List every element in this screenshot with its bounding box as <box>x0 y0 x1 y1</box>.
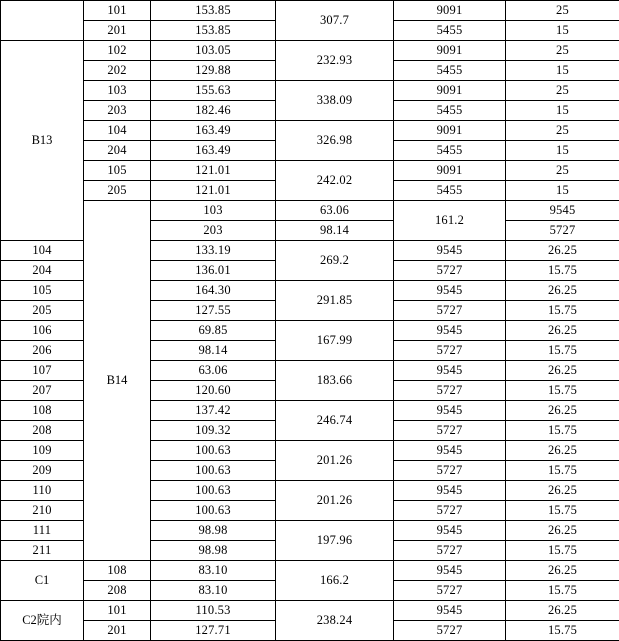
cell-total-area[interactable]: 232.93 <box>276 41 394 81</box>
cell-fee[interactable]: 5727 <box>394 381 506 401</box>
table-row <box>1 121 619 141</box>
cell-fee[interactable]: 5455 <box>394 21 506 41</box>
cell-total-area[interactable]: 291.85 <box>276 281 394 321</box>
cell-fee[interactable]: 5455 <box>394 101 506 121</box>
cell-fee[interactable]: 5455 <box>394 141 506 161</box>
cell-rate[interactable]: 26.25 <box>506 441 619 461</box>
cell-room-number[interactable]: 101 <box>84 1 151 21</box>
cell-total-area[interactable]: 242.02 <box>276 161 394 201</box>
cell-rate[interactable]: 15 <box>506 21 619 41</box>
cell-room-number[interactable]: 208 <box>1 421 84 441</box>
cell-area[interactable]: 164.30 <box>151 281 276 301</box>
cell-fee[interactable]: 5727 <box>394 261 506 281</box>
cell-total-area[interactable]: 166.2 <box>276 561 394 601</box>
cell-fee[interactable]: 9545 <box>394 601 506 621</box>
cell-total-area[interactable]: 238.24 <box>276 601 394 641</box>
cell-area[interactable]: 129.88 <box>151 61 276 81</box>
cell-total-area[interactable]: 167.99 <box>276 321 394 361</box>
cell-total-area[interactable]: 197.96 <box>276 521 394 561</box>
cell-fee[interactable]: 5727 <box>394 461 506 481</box>
cell-fee[interactable]: 9091 <box>394 1 506 21</box>
cell-room-number[interactable]: 202 <box>84 61 151 81</box>
cell-fee[interactable]: 9545 <box>394 281 506 301</box>
cell-room-number[interactable]: 203 <box>84 101 151 121</box>
cell-area[interactable]: 100.63 <box>151 441 276 461</box>
cell-area[interactable]: 163.49 <box>151 121 276 141</box>
cell-rate[interactable]: 15.75 <box>506 541 619 561</box>
cell-fee[interactable]: 5727 <box>506 221 619 241</box>
cell-rate[interactable]: 26.25 <box>506 561 619 581</box>
cell-area[interactable]: 136.01 <box>151 261 276 281</box>
cell-fee[interactable]: 9545 <box>394 241 506 261</box>
cell-rate[interactable]: 26.25 <box>506 241 619 261</box>
cell-area[interactable]: 63.06 <box>151 361 276 381</box>
cell-room-number[interactable]: 207 <box>1 381 84 401</box>
cell-fee[interactable]: 9545 <box>394 521 506 541</box>
cell-fee[interactable]: 9091 <box>394 81 506 101</box>
cell-room-number[interactable]: 110 <box>1 481 84 501</box>
cell-total-area[interactable]: 326.98 <box>276 121 394 161</box>
cell-area[interactable]: 83.10 <box>151 561 276 581</box>
cell-rate[interactable]: 26.25 <box>506 281 619 301</box>
cell-group[interactable]: B14 <box>84 201 151 561</box>
cell-area[interactable]: 163.49 <box>151 141 276 161</box>
cell-rate[interactable]: 26.25 <box>506 481 619 501</box>
cell-total-area[interactable]: 338.09 <box>276 81 394 121</box>
cell-fee[interactable]: 5727 <box>394 501 506 521</box>
cell-fee[interactable]: 5727 <box>394 541 506 561</box>
cell-room-number[interactable]: 111 <box>1 521 84 541</box>
cell-fee[interactable]: 9545 <box>394 561 506 581</box>
cell-total-area[interactable]: 183.66 <box>276 361 394 401</box>
cell-rate[interactable]: 26.25 <box>506 401 619 421</box>
cell-fee[interactable]: 5455 <box>394 181 506 201</box>
table-row <box>1 561 619 581</box>
cell-rate[interactable]: 15 <box>506 181 619 201</box>
cell-rate[interactable]: 25 <box>506 41 619 61</box>
cell-area[interactable]: 155.63 <box>151 81 276 101</box>
cell-fee[interactable]: 9545 <box>394 481 506 501</box>
cell-area[interactable]: 100.63 <box>151 461 276 481</box>
cell-rate[interactable]: 15.75 <box>506 501 619 521</box>
cell-area[interactable]: 103.05 <box>151 41 276 61</box>
cell-fee[interactable]: 9091 <box>394 121 506 141</box>
cell-fee[interactable]: 9545 <box>394 441 506 461</box>
cell-room-number[interactable]: 109 <box>1 441 84 461</box>
cell-rate[interactable]: 15.75 <box>506 261 619 281</box>
cell-rate[interactable]: 26.25 <box>506 601 619 621</box>
cell-room-number[interactable]: 208 <box>84 581 151 601</box>
cell-room-number[interactable]: 209 <box>1 461 84 481</box>
table-row <box>1 41 619 61</box>
cell-room-number[interactable]: 203 <box>151 221 276 241</box>
cell-room-number[interactable]: 204 <box>1 261 84 281</box>
cell-room-number[interactable]: 104 <box>84 121 151 141</box>
cell-area[interactable]: 133.19 <box>151 241 276 261</box>
cell-area[interactable]: 98.98 <box>151 521 276 541</box>
cell-fee[interactable]: 5455 <box>394 61 506 81</box>
cell-rate[interactable]: 25 <box>506 1 619 21</box>
cell-rate[interactable]: 15.75 <box>506 421 619 441</box>
cell-room-number[interactable]: 107 <box>1 361 84 381</box>
table-row <box>1 1 619 21</box>
cell-group[interactable]: C1 <box>1 561 84 601</box>
cell-rate[interactable]: 15.75 <box>506 341 619 361</box>
cell-fee[interactable]: 9545 <box>394 321 506 341</box>
cell-room-number[interactable]: 201 <box>84 21 151 41</box>
cell-total-area[interactable]: 201.26 <box>276 481 394 521</box>
cell-rate[interactable]: 26.25 <box>506 361 619 381</box>
cell-area[interactable]: 100.63 <box>151 501 276 521</box>
cell-room-number[interactable]: 104 <box>1 241 84 261</box>
cell-area[interactable]: 83.10 <box>151 581 276 601</box>
cell-area[interactable]: 137.42 <box>151 401 276 421</box>
table-row <box>1 601 619 621</box>
cell-rate[interactable]: 25 <box>506 81 619 101</box>
table-row <box>1 201 619 221</box>
cell-area[interactable]: 100.63 <box>151 481 276 501</box>
cell-rate[interactable]: 15 <box>506 101 619 121</box>
cell-total-area[interactable]: 269.2 <box>276 241 394 281</box>
cell-room-number[interactable]: 103 <box>84 81 151 101</box>
cell-room-number[interactable]: 206 <box>1 341 84 361</box>
cell-room-number[interactable]: 106 <box>1 321 84 341</box>
cell-total-area[interactable]: 307.7 <box>276 1 394 41</box>
cell-rate[interactable]: 15 <box>506 61 619 81</box>
cell-room-number[interactable]: 201 <box>84 621 151 641</box>
cell-fee[interactable]: 9545 <box>394 361 506 381</box>
table-row <box>1 81 619 101</box>
cell-room-number[interactable]: 103 <box>151 201 276 221</box>
cell-fee[interactable]: 5727 <box>394 421 506 441</box>
cell-room-number[interactable]: 204 <box>84 141 151 161</box>
cell-area[interactable]: 69.85 <box>151 321 276 341</box>
cell-rate[interactable]: 26.25 <box>506 521 619 541</box>
cell-group-continued[interactable] <box>1 1 84 41</box>
cell-area[interactable]: 127.71 <box>151 621 276 641</box>
cell-fee[interactable]: 5727 <box>394 581 506 601</box>
cell-area[interactable]: 109.32 <box>151 421 276 441</box>
cell-room-number[interactable]: 102 <box>84 41 151 61</box>
cell-rate[interactable]: 15.75 <box>506 461 619 481</box>
cell-fee[interactable]: 9091 <box>394 161 506 181</box>
cell-rate[interactable]: 15.75 <box>506 381 619 401</box>
cell-area[interactable]: 63.06 <box>276 201 394 221</box>
cell-room-number[interactable]: 205 <box>1 301 84 321</box>
cell-fee[interactable]: 9091 <box>394 41 506 61</box>
cell-area[interactable]: 98.14 <box>276 221 394 241</box>
cell-room-number[interactable]: 205 <box>84 181 151 201</box>
cell-rate[interactable]: 15.75 <box>506 581 619 601</box>
cell-fee[interactable]: 9545 <box>506 201 619 221</box>
cell-area[interactable]: 98.98 <box>151 541 276 561</box>
cell-rate[interactable]: 25 <box>506 121 619 141</box>
cell-room-number[interactable]: 101 <box>84 601 151 621</box>
cell-room-number[interactable]: 211 <box>1 541 84 561</box>
cell-fee[interactable]: 5727 <box>394 301 506 321</box>
cell-area[interactable]: 120.60 <box>151 381 276 401</box>
cell-area[interactable]: 153.85 <box>151 21 276 41</box>
cell-fee[interactable]: 5727 <box>394 621 506 641</box>
cell-area[interactable]: 121.01 <box>151 161 276 181</box>
table-body <box>1 1 619 641</box>
cell-rate[interactable]: 15.75 <box>506 301 619 321</box>
cell-rate[interactable]: 15.75 <box>506 621 619 641</box>
cell-area[interactable]: 121.01 <box>151 181 276 201</box>
cell-area[interactable]: 182.46 <box>151 101 276 121</box>
cell-group[interactable]: B13 <box>1 41 84 241</box>
cell-fee[interactable]: 5727 <box>394 341 506 361</box>
cell-area[interactable]: 98.14 <box>151 341 276 361</box>
cell-area[interactable]: 127.55 <box>151 301 276 321</box>
cell-room-number[interactable]: 108 <box>1 401 84 421</box>
table-row <box>1 161 619 181</box>
cell-total-area[interactable]: 201.26 <box>276 441 394 481</box>
cell-rate[interactable]: 25 <box>506 161 619 181</box>
cell-area[interactable]: 110.53 <box>151 601 276 621</box>
cell-room-number[interactable]: 210 <box>1 501 84 521</box>
cell-fee[interactable]: 9545 <box>394 401 506 421</box>
cell-room-number[interactable]: 105 <box>1 281 84 301</box>
cell-area[interactable]: 153.85 <box>151 1 276 21</box>
cell-total-area[interactable]: 246.74 <box>276 401 394 441</box>
cell-room-number[interactable]: 108 <box>84 561 151 581</box>
cell-group[interactable]: C2院内 <box>1 601 84 641</box>
cell-total-area[interactable]: 161.2 <box>394 201 506 241</box>
cell-rate[interactable]: 26.25 <box>506 321 619 341</box>
cell-rate[interactable]: 15 <box>506 141 619 161</box>
cell-room-number[interactable]: 105 <box>84 161 151 181</box>
